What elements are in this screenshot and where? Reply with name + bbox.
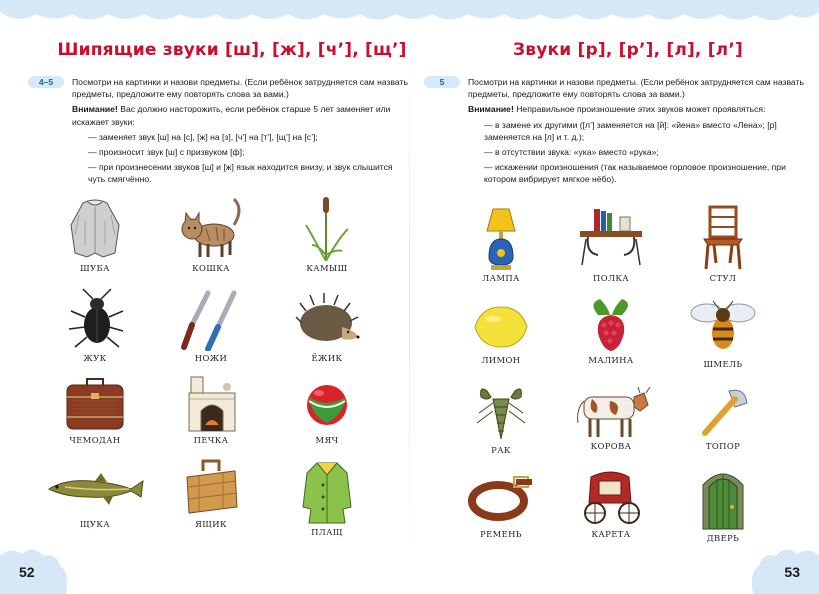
bullet-item: — в замене их другими ([л’] заменяется на [й]: «йена» вместо «Лена»; [р] заменяется на [л] и т. д.); (484, 119, 777, 142)
task-instruction: Посмотри на картинки и назови предметы. (Если ребёнок затрудняется сам назвать предметы, предложите ему повторять слова за вами.) (468, 77, 804, 100)
picture-card (668, 383, 778, 451)
picture-card (556, 383, 666, 451)
lemon-icon (471, 297, 531, 353)
task-instruction: Посмотри на картинки и назови предметы. (Если ребёнок затрудняется сам назвать предметы, предложите ему повторять слова за вами.) (72, 77, 408, 100)
bullet-list (88, 131, 412, 186)
picture-label: КАРЕТА (591, 529, 631, 539)
stove-icon (179, 373, 243, 433)
door-icon (699, 467, 747, 531)
picture-label: ЯЩИК (195, 519, 227, 529)
task-number-badge: 4–5 (28, 76, 64, 88)
crayfish-icon (473, 383, 529, 443)
picture-card (272, 457, 382, 537)
attention-note (72, 103, 412, 127)
picture-label: ЛАМПА (482, 273, 520, 283)
picture-label: ПОЛКА (593, 273, 629, 283)
ball-icon (297, 373, 357, 433)
picture-card (40, 457, 150, 529)
attention-label: Внимание! (72, 104, 118, 115)
attention-text: Вас должно насторожить, если ребёнок старше 5 лет заменяет или искажает звуки: (72, 104, 391, 127)
picture-label: КОШКА (192, 263, 230, 273)
picture-label: РЕМЕНЬ (480, 529, 522, 539)
page-number-left: 52 (19, 564, 35, 580)
axe-icon (695, 383, 751, 439)
picture-card (156, 373, 266, 445)
knives-icon (178, 287, 244, 351)
task-number-badge: 5 (424, 76, 460, 88)
picture-card (446, 297, 556, 365)
picture-card (40, 287, 150, 363)
raincoat-icon (299, 457, 355, 525)
bottom-left-cloud (0, 544, 70, 594)
bullet-list (484, 119, 808, 186)
picture-card (156, 195, 266, 273)
left-task (38, 76, 412, 186)
bullet-item: — произносит звук [ш] с призвуком [ф]; (88, 147, 245, 158)
picture-card (272, 287, 382, 363)
top-cloud-border (0, 0, 819, 30)
right-page (439, 40, 808, 543)
picture-card (40, 373, 150, 445)
picture-card (556, 297, 666, 365)
picture-card (446, 383, 556, 455)
bullet-item: — в отсутствии звука: «ука» вместо «рука»; (484, 147, 659, 158)
bumblebee-icon (685, 297, 761, 357)
picture-label: ШУБА (80, 263, 110, 273)
picture-card (668, 205, 778, 283)
lamp-icon (479, 205, 523, 271)
hedgehog-icon (294, 287, 360, 351)
cow-icon (570, 383, 652, 439)
raspberry-icon (586, 297, 636, 353)
picture-card (272, 195, 382, 273)
picture-label: КОРОВА (590, 441, 632, 451)
attention-label: Внимание! (468, 104, 514, 115)
left-page-title: Шипящие звуки [ш], [ж], [ч’], [щ’] (57, 40, 407, 60)
picture-card (446, 205, 556, 283)
pike-fish-icon (45, 457, 145, 517)
page-number-right: 53 (784, 564, 800, 580)
picture-label: ЛИМОН (481, 355, 521, 365)
attention-text: Неправильное произношение этих звуков может проявляться: (513, 104, 766, 115)
picture-label: СТУЛ (709, 273, 737, 283)
shelf-icon (576, 205, 646, 271)
bullet-item: — при произнесении звуков [ш] и [ж] язык находится внизу, и звук слышится чуть смягчённо. (88, 162, 393, 185)
picture-card (272, 373, 382, 445)
picture-label: РАК (491, 445, 511, 455)
cat-icon (176, 195, 246, 261)
picture-label: КАМЫШ (306, 263, 348, 273)
picture-card (668, 467, 778, 543)
picture-card (556, 205, 666, 283)
left-page (38, 40, 412, 537)
picture-label: МЯЧ (315, 435, 339, 445)
picture-card (668, 297, 778, 369)
box-icon (181, 457, 241, 517)
picture-card (40, 195, 150, 273)
picture-label: ЖУК (83, 353, 107, 363)
fur-coat-icon (65, 195, 125, 261)
picture-label: ПЕЧКА (193, 435, 229, 445)
bullet-item: — заменяет звук [ш] на [с], [ж] на [з], [ч’] на [т’], [щ’] на [с’]; (88, 131, 318, 142)
picture-label: ШМЕЛЬ (703, 359, 743, 369)
picture-label: ЁЖИК (311, 353, 343, 363)
right-task (439, 76, 808, 186)
beetle-icon (65, 287, 125, 351)
suitcase-icon (63, 373, 127, 433)
picture-label: ТОПОР (705, 441, 741, 451)
right-page-title: Звуки [р], [р’], [л], [л’] (513, 40, 743, 60)
carriage-icon (573, 467, 649, 527)
picture-card (556, 467, 666, 539)
picture-card (446, 467, 556, 539)
picture-label: ДВЕРЬ (706, 533, 740, 543)
picture-card (156, 457, 266, 529)
picture-label: НОЖИ (194, 353, 228, 363)
chair-icon (698, 205, 748, 271)
bullet-item: — искажении произношения (так называемое горловое произношение, при котором вибрирует мягкое нёбо). (484, 162, 786, 185)
picture-label: ПЛАЩ (311, 527, 343, 537)
picture-card (156, 287, 266, 363)
picture-label: ЩУКА (79, 519, 111, 529)
picture-label: МАЛИНА (588, 355, 634, 365)
reed-icon (302, 195, 352, 261)
belt-icon (466, 467, 536, 527)
picture-label: ЧЕМОДАН (69, 435, 121, 445)
attention-note (468, 103, 808, 115)
